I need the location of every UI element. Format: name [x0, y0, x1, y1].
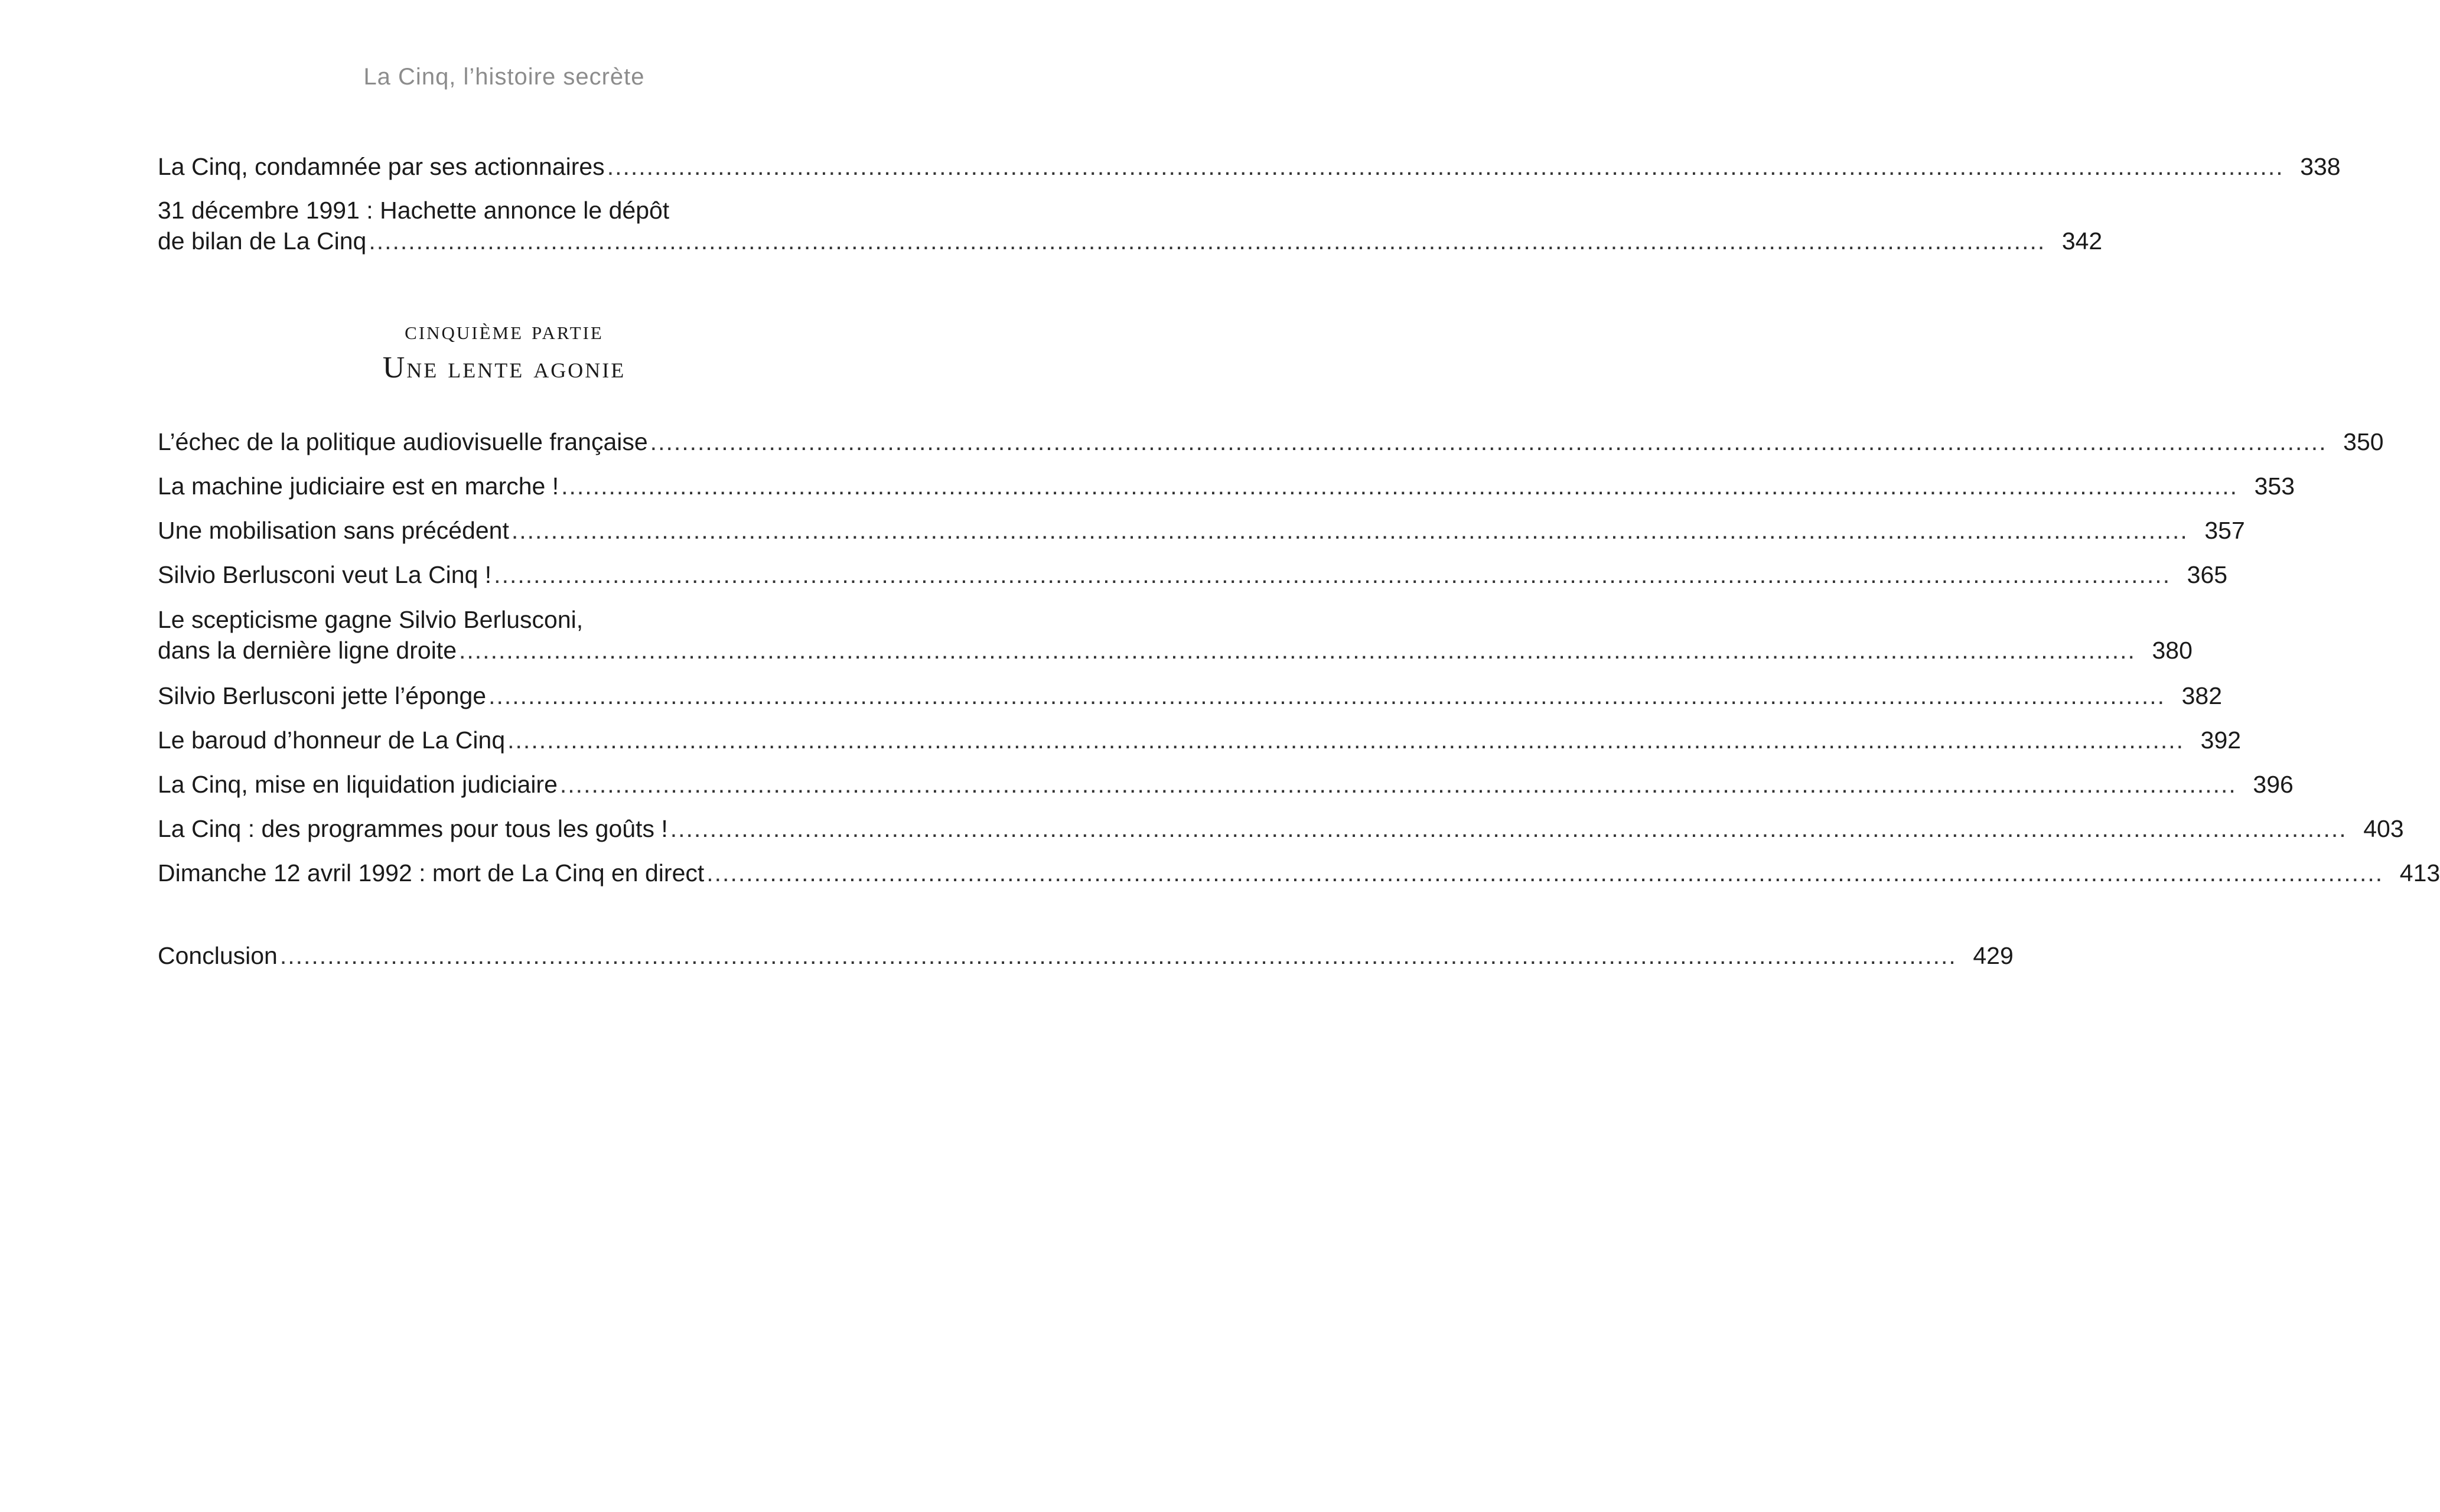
- part-heading: [0, 315, 1008, 385]
- toc-page-number: 342: [2061, 227, 2103, 255]
- toc-entry-title: de bilan de La Cinq: [158, 227, 367, 255]
- toc-entry-title: dans la dernière ligne droite: [158, 637, 457, 664]
- dot-leader: ....................................................................................................................................................................................................................: [507, 726, 2185, 754]
- toc-entry[interactable]: [158, 195, 2103, 256]
- toc-page-number: 392: [2200, 726, 2242, 754]
- toc-entry-conclusion[interactable]: [158, 940, 2014, 971]
- toc-entry-title: Conclusion: [158, 942, 278, 969]
- toc-entry-title: La Cinq : des programmes pour tous les goûts !: [158, 815, 668, 842]
- part-title: Une lente agonie: [382, 351, 626, 384]
- toc-page-number: 365: [2187, 561, 2228, 588]
- toc-entry[interactable]: [158, 680, 2223, 711]
- toc-entry[interactable]: [158, 426, 2384, 457]
- dot-leader: ....................................................................................................................................................................................................................: [494, 561, 2171, 588]
- toc-entry-title: L’échec de la politique audiovisuelle française: [158, 428, 648, 455]
- dot-leader: ....................................................................................................................................................................................................................: [706, 859, 2384, 887]
- toc-page-number: 380: [2152, 637, 2193, 664]
- dot-leader: ....................................................................................................................................................................................................................: [670, 815, 2347, 842]
- toc-entry[interactable]: [158, 559, 2228, 590]
- toc-page-number: 382: [2181, 682, 2223, 709]
- dot-leader: ....................................................................................................................................................................................................................: [369, 227, 2046, 255]
- dot-leader: ....................................................................................................................................................................................................................: [607, 153, 2284, 180]
- toc-entry[interactable]: [158, 858, 2440, 888]
- toc-entry[interactable]: [158, 151, 2341, 182]
- toc-entry-title: Le baroud d’honneur de La Cinq: [158, 726, 506, 754]
- toc-entry-title: La Cinq, condamnée par ses actionnaires: [158, 153, 605, 180]
- toc-entry-title: Une mobilisation sans précédent: [158, 517, 509, 544]
- toc-page-number: 403: [2363, 815, 2404, 842]
- dot-leader: ....................................................................................................................................................................................................................: [488, 682, 2166, 709]
- toc-entry-title: Silvio Berlusconi veut La Cinq !: [158, 561, 492, 588]
- toc-entry[interactable]: [158, 604, 2193, 666]
- toc-entry[interactable]: [158, 813, 2404, 844]
- dot-leader: ....................................................................................................................................................................................................................: [559, 771, 2237, 798]
- dot-leader: ....................................................................................................................................................................................................................: [650, 428, 2327, 455]
- toc-page-number: 357: [2204, 517, 2245, 544]
- toc-entry-title: Silvio Berlusconi jette l’éponge: [158, 682, 487, 709]
- dot-leader: ....................................................................................................................................................................................................................: [279, 942, 1957, 969]
- dot-leader: ....................................................................................................................................................................................................................: [561, 472, 2239, 500]
- toc-entry-title-line1: Le scepticisme gagne Silvio Berlusconi,: [158, 606, 584, 633]
- toc-page-number: 413: [2399, 859, 2440, 887]
- toc-entry[interactable]: [158, 725, 2242, 755]
- toc-page-number: 350: [2343, 428, 2384, 455]
- toc-entry-title-line1: 31 décembre 1991 : Hachette annonce le dépôt: [158, 197, 670, 224]
- toc-entry-title: La Cinq, mise en liquidation judiciaire: [158, 771, 558, 798]
- toc-entry-title: La machine judiciaire est en marche !: [158, 472, 559, 500]
- part-label: cinquième partie: [405, 316, 604, 345]
- dot-leader: ....................................................................................................................................................................................................................: [459, 637, 2136, 664]
- toc-entry-title: Dimanche 12 avril 1992 : mort de La Cinq en direct: [158, 859, 705, 887]
- toc-page-number: 396: [2253, 771, 2294, 798]
- running-header: La Cinq, l’histoire secrète: [363, 64, 645, 90]
- toc-page-number: 353: [2254, 472, 2295, 500]
- dot-leader: ....................................................................................................................................................................................................................: [511, 517, 2188, 544]
- toc-entry[interactable]: [158, 515, 2245, 546]
- toc-entry[interactable]: [158, 769, 2294, 800]
- toc-entry[interactable]: [158, 471, 2295, 501]
- toc-page-number: 338: [2300, 153, 2341, 180]
- toc-page-number: 429: [1973, 942, 2014, 969]
